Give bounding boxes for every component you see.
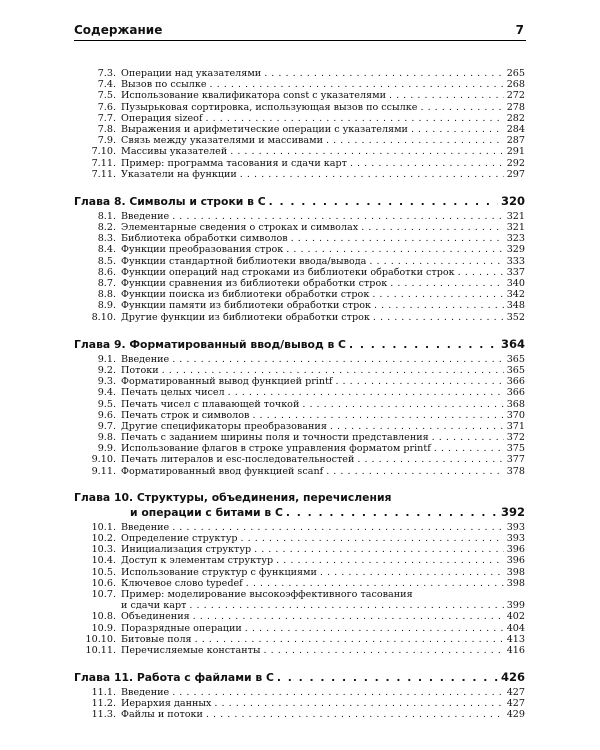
entry-title: Элементарные сведения о строках и символах xyxy=(121,222,359,234)
entry-page: 429 xyxy=(506,709,525,721)
toc-entry[interactable] xyxy=(74,158,525,169)
entry-title: Указатели на функции xyxy=(121,168,237,180)
toc-entry[interactable] xyxy=(74,354,525,365)
entry-title: Битовые поля xyxy=(121,633,192,645)
chapter10-title-line2: и операции с битами в С xyxy=(130,505,283,519)
entry-number: 7.5. xyxy=(97,90,116,102)
entry-page: 368 xyxy=(506,398,525,410)
entry-page: 375 xyxy=(506,443,525,455)
toc-entry[interactable] xyxy=(74,278,525,289)
chapter11-page: 426 xyxy=(500,670,525,685)
toc-entry[interactable] xyxy=(74,634,525,645)
entry-number: 10.11. xyxy=(85,644,116,656)
entry-page: 337 xyxy=(506,266,525,278)
chapter8-entries xyxy=(74,211,525,323)
toc-entry[interactable] xyxy=(74,432,525,443)
entry-page: 413 xyxy=(506,633,525,645)
entry-title: Введение xyxy=(121,353,170,365)
toc-entry[interactable] xyxy=(74,312,525,323)
entry-page: 365 xyxy=(506,364,525,376)
entry-number: 9.2. xyxy=(97,364,116,376)
entry-title: Использование квалификатора const с указателями xyxy=(121,90,386,102)
entry-title: Печать с заданием ширины поля и точности представления xyxy=(121,432,429,444)
entry-title: Использование структур с функциями xyxy=(121,566,317,578)
entry-page: 291 xyxy=(506,146,525,158)
entry-page: 342 xyxy=(506,289,525,301)
entry-number: 8.6. xyxy=(97,266,116,278)
toc-entry[interactable] xyxy=(74,544,525,555)
entry-number: 9.1. xyxy=(97,353,116,365)
entry-title: Поразрядные операции xyxy=(121,622,242,634)
entry-page: 352 xyxy=(506,311,525,323)
toc-entry[interactable] xyxy=(74,256,525,267)
entry-page: 396 xyxy=(506,555,525,567)
chapter10-heading-line2[interactable] xyxy=(74,505,525,519)
toc-entry[interactable] xyxy=(74,267,525,278)
chapter10-heading-line1[interactable] xyxy=(74,491,525,505)
entry-number: 7.9. xyxy=(97,135,116,147)
header-title: Содержание xyxy=(74,23,163,37)
entry-title: Перечисляемые константы xyxy=(121,644,261,656)
entry-number: 11.2. xyxy=(91,698,116,710)
entry-page: 377 xyxy=(506,454,525,466)
toc-entry[interactable] xyxy=(74,589,525,600)
entry-number: 7.10. xyxy=(91,146,116,158)
entry-number: 9.11. xyxy=(91,465,116,477)
entry-page: 282 xyxy=(506,112,525,124)
entry-page: 378 xyxy=(506,465,525,477)
entry-title: Файлы и потоки xyxy=(121,709,203,721)
entry-number: 10.10. xyxy=(85,633,116,645)
entry-title: Операция sizeof xyxy=(121,112,203,124)
entry-title: Массивы указателей xyxy=(121,146,228,158)
entry-number: 9.10. xyxy=(91,454,116,466)
entry-title: Доступ к элементам структур xyxy=(121,555,274,567)
entry-title: Инициализация структур xyxy=(121,544,252,556)
entry-title: Операции над указателями xyxy=(121,68,262,79)
toc-entry[interactable] xyxy=(74,623,525,634)
toc-entry[interactable] xyxy=(74,135,525,146)
toc-entry[interactable] xyxy=(74,376,525,387)
entry-title: и сдачи карт xyxy=(121,600,187,612)
entry-page: 402 xyxy=(506,611,525,623)
entry-title: Вызов по ссылке xyxy=(121,79,207,91)
toc-entry[interactable] xyxy=(74,113,525,124)
toc-entry[interactable] xyxy=(74,169,525,180)
entry-number: 9.8. xyxy=(97,432,116,444)
chapter8-page: 320 xyxy=(500,193,525,208)
entry-number: 8.3. xyxy=(97,233,116,245)
toc-entry[interactable] xyxy=(74,90,525,101)
entry-page: 399 xyxy=(506,600,525,612)
entry-number: 7.8. xyxy=(97,123,116,135)
chapter11-heading[interactable] xyxy=(74,670,525,684)
entry-title: Использование флагов в строке управления форматом printf xyxy=(121,443,431,455)
toc-entry[interactable] xyxy=(74,300,525,311)
entry-number: 9.9. xyxy=(97,443,116,455)
chapter8-heading[interactable] xyxy=(74,194,525,208)
entry-title: Печать целых чисел xyxy=(121,387,225,399)
entry-title: Пузырьковая сортировка, использующая вызов по ссылке xyxy=(121,101,418,113)
entry-page: 348 xyxy=(506,300,525,312)
chapter11-title: Глава 11. Работа с файлами в С xyxy=(74,671,274,685)
entry-title: Функции операций над строками из библиотеки обработки строк xyxy=(121,266,455,278)
entry-number: 11.3. xyxy=(91,709,116,721)
page-number: 7 xyxy=(515,23,524,37)
entry-title: Ключевое слово typedef xyxy=(121,577,243,589)
entry-number: 10.6. xyxy=(91,577,116,589)
entry-number: 8.10. xyxy=(91,311,116,323)
entry-number: 8.9. xyxy=(97,300,116,312)
toc-entry[interactable] xyxy=(74,611,525,622)
toc-entry[interactable] xyxy=(74,555,525,566)
chapter9-entries xyxy=(74,354,525,477)
entry-page: 365 xyxy=(506,353,525,365)
entry-page: 398 xyxy=(506,566,525,578)
entry-number: 10.5. xyxy=(91,566,116,578)
chapter9-heading[interactable] xyxy=(74,337,525,351)
running-header xyxy=(74,22,526,41)
entry-number: 8.5. xyxy=(97,255,116,267)
entry-number: 10.8. xyxy=(91,611,116,623)
chapter8-title: Глава 8. Символы и строки в С xyxy=(74,194,266,208)
toc-entry[interactable] xyxy=(74,410,525,421)
entry-page: 340 xyxy=(506,278,525,289)
entry-title: Функции памяти из библиотеки обработки строк xyxy=(121,300,372,312)
entry-title: Введение xyxy=(121,210,170,222)
entry-title: Объединения xyxy=(121,611,190,623)
entry-number: 9.5. xyxy=(97,398,116,410)
entry-page: 396 xyxy=(506,544,525,556)
entry-page: 272 xyxy=(506,90,525,102)
entry-number: 7.3. xyxy=(97,68,116,79)
toc-entry[interactable] xyxy=(74,600,525,611)
entry-title: Печать чисел с плавающей точкой xyxy=(121,398,300,410)
toc-entry[interactable] xyxy=(74,387,525,398)
toc-entry[interactable] xyxy=(74,709,525,720)
toc-entry[interactable] xyxy=(74,222,525,233)
entry-page: 398 xyxy=(506,577,525,589)
entry-page: 366 xyxy=(506,387,525,399)
entry-number: 7.11. xyxy=(91,157,116,169)
entry-page: 265 xyxy=(506,68,525,79)
entry-number: 10.1. xyxy=(91,521,116,533)
entry-page: 321 xyxy=(506,210,525,222)
entry-number: 8.4. xyxy=(97,244,116,256)
entry-number: 7.7. xyxy=(97,112,116,124)
entry-page: 284 xyxy=(506,123,525,135)
toc-entry[interactable] xyxy=(74,421,525,432)
toc-entry[interactable] xyxy=(74,698,525,709)
chapter10-entries xyxy=(74,522,525,656)
entry-page: 416 xyxy=(506,644,525,656)
entry-page: 371 xyxy=(506,420,525,432)
entry-number: 10.9. xyxy=(91,622,116,634)
entry-number: 7.6. xyxy=(97,101,116,113)
entry-page: 333 xyxy=(506,255,525,267)
entry-title: Определение структур xyxy=(121,533,238,544)
toc-entry[interactable] xyxy=(74,399,525,410)
toc-entry[interactable] xyxy=(74,454,525,465)
toc-entry[interactable] xyxy=(74,124,525,135)
entry-title: Потоки xyxy=(121,364,159,376)
entry-title: Функции поиска из библиотеки обработки строк xyxy=(121,289,370,301)
chapter11-entries xyxy=(74,687,525,721)
toc-entry[interactable] xyxy=(74,102,525,113)
toc-entry[interactable] xyxy=(74,443,525,454)
entry-number: 7.4. xyxy=(97,79,116,91)
chapter9-page: 364 xyxy=(500,336,525,351)
entry-page: 427 xyxy=(506,698,525,710)
toc-entry[interactable] xyxy=(74,233,525,244)
entry-title: Выражения и арифметические операции с указателями xyxy=(121,123,408,135)
entry-number: 11.1. xyxy=(91,687,116,699)
entry-number: 10.2. xyxy=(91,533,116,544)
entry-page: 278 xyxy=(506,101,525,113)
entry-number: 10.4. xyxy=(91,555,116,567)
toc-entry[interactable] xyxy=(74,146,525,157)
entry-number: 7.11. xyxy=(91,168,116,180)
entry-number: 8.1. xyxy=(97,210,116,222)
toc-entry[interactable] xyxy=(74,687,525,698)
entry-page: 329 xyxy=(506,244,525,256)
toc-entry[interactable] xyxy=(74,567,525,578)
chapter10-page: 392 xyxy=(500,504,525,519)
toc-entry[interactable] xyxy=(74,79,525,90)
toc-entry[interactable] xyxy=(74,466,525,477)
table-of-contents xyxy=(74,68,525,721)
toc-entry[interactable] xyxy=(74,289,525,300)
entry-title: Печать строк и символов xyxy=(121,409,250,421)
entry-number: 9.4. xyxy=(97,387,116,399)
entry-page: 372 xyxy=(506,432,525,444)
toc-entry[interactable] xyxy=(74,365,525,376)
entry-page: 321 xyxy=(506,222,525,234)
entry-number: 9.3. xyxy=(97,376,116,388)
entry-page: 393 xyxy=(506,533,525,544)
entry-number: 10.7. xyxy=(91,588,116,600)
entry-number: 8.8. xyxy=(97,289,116,301)
entry-title: Печать литералов и esc-последовательностей xyxy=(121,454,355,466)
entry-page: 292 xyxy=(506,157,525,169)
entry-title: Функции сравнения из библиотеки обработки строк xyxy=(121,278,388,289)
toc-entry[interactable] xyxy=(74,578,525,589)
entry-page: 393 xyxy=(506,521,525,533)
entry-title: Введение xyxy=(121,521,170,533)
entry-number: 9.7. xyxy=(97,420,116,432)
toc-entry[interactable] xyxy=(74,244,525,255)
entry-title: Иерархия данных xyxy=(121,698,212,710)
toc-entry[interactable] xyxy=(74,533,525,544)
entry-title: Форматированный ввод функцией scanf xyxy=(121,465,324,477)
entry-page: 297 xyxy=(506,168,525,180)
entry-page: 287 xyxy=(506,135,525,147)
toc-entry[interactable] xyxy=(74,68,525,79)
entry-title: Функции стандартной библиотеки ввода/вывода xyxy=(121,255,367,267)
entry-number: 9.6. xyxy=(97,409,116,421)
entry-title: Введение xyxy=(121,687,170,699)
entry-page: 404 xyxy=(506,622,525,634)
entry-number: 10.3. xyxy=(91,544,116,556)
toc-entry[interactable] xyxy=(74,522,525,533)
entry-title: Другие функции из библиотеки обработки строк xyxy=(121,311,370,323)
entry-title: Пример: программа тасования и сдачи карт xyxy=(121,157,347,169)
entry-number: 8.7. xyxy=(97,278,116,289)
entry-title: Функции преобразования строк xyxy=(121,244,284,256)
toc-entry[interactable] xyxy=(74,211,525,222)
entry-title: Форматированный вывод функцией printf xyxy=(121,376,333,388)
chapter7-entries xyxy=(74,68,525,180)
chapter9-title: Глава 9. Форматированный ввод/вывод в С xyxy=(74,337,346,351)
chapter10-title-line1: Глава 10. Структуры, объединения, перечисления xyxy=(74,490,392,504)
entry-title: Библиотека обработки символов xyxy=(121,233,288,245)
entry-number: 8.2. xyxy=(97,222,116,234)
entry-title: Связь между указателями и массивами xyxy=(121,135,323,147)
entry-page: 268 xyxy=(506,79,525,91)
entry-page: 427 xyxy=(506,687,525,699)
toc-entry[interactable] xyxy=(74,645,525,656)
entry-title: Пример: моделирование высокоэффективного тасования xyxy=(121,588,413,600)
entry-title: Другие спецификаторы преобразования xyxy=(121,420,327,432)
entry-page: 366 xyxy=(506,376,525,388)
entry-page: 323 xyxy=(506,233,525,245)
entry-page: 370 xyxy=(506,409,525,421)
